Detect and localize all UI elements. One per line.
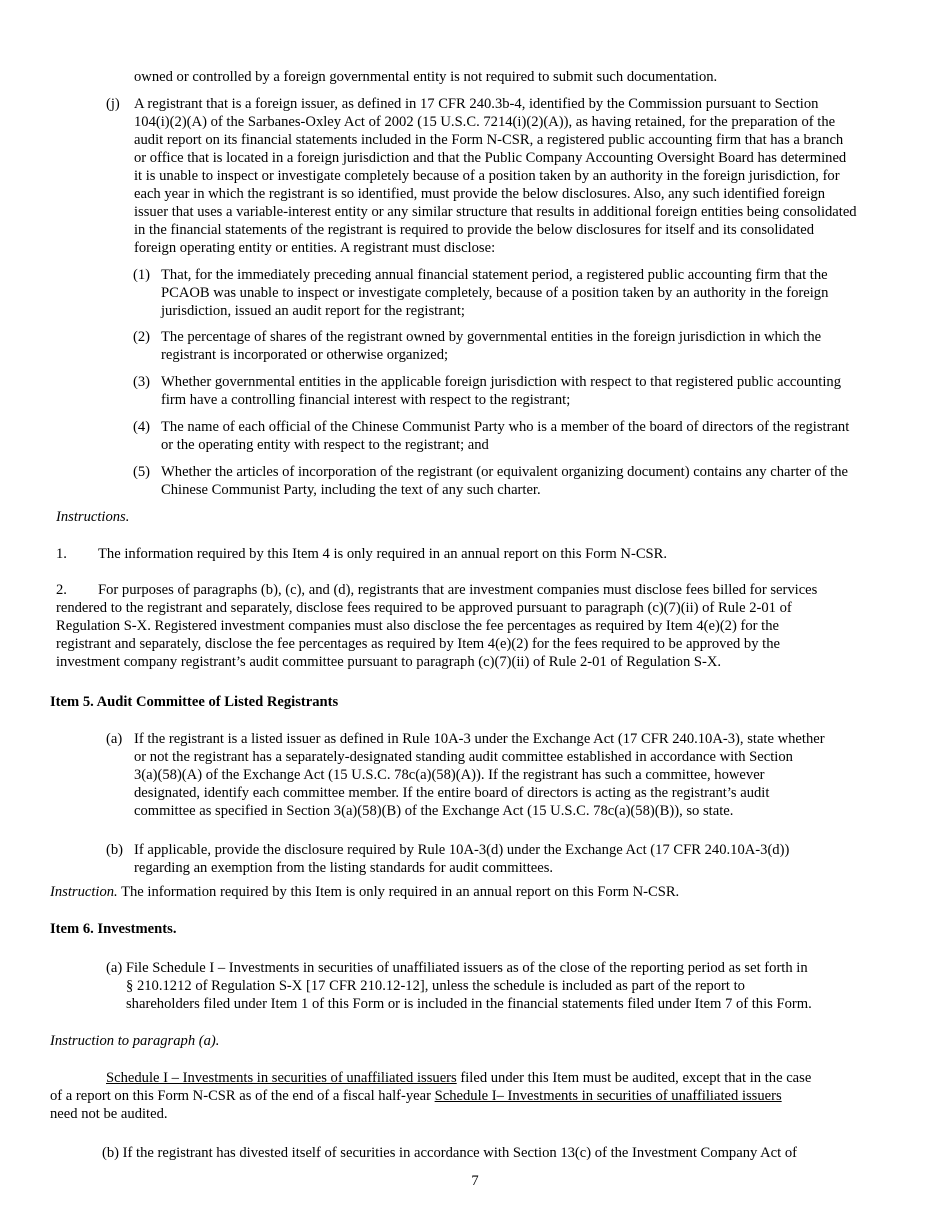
subitem-text	[161, 328, 821, 364]
item-6a-text	[126, 977, 812, 1013]
item-5a-marker: (a)	[106, 731, 123, 747]
subitem-marker: (4)	[133, 419, 151, 435]
item-j-text	[134, 95, 857, 257]
item-5b-marker: (b)	[106, 842, 124, 858]
instruction-2-first-line: For purposes of paragraphs (b), (c), and (d), registrants that are investment companies must disclose fees billed for services	[98, 582, 818, 598]
subitem-marker: (1)	[133, 267, 151, 283]
text-line: Chinese Communist Party, including the text of any such charter.	[161, 482, 541, 498]
subitem-text	[161, 266, 828, 320]
text-line: each year in which the registrant is so identified, must provide the below disclosures. Also, any such identified foreign	[134, 186, 826, 202]
item-6-instruction-heading: Instruction to paragraph (a).	[50, 1033, 220, 1049]
text-line: rendered to the registrant and separately, disclose fees required to be approved pursuant to paragraph (c)(7)(ii) of Rule 2-01 of	[56, 600, 792, 616]
text-line: The name of each official of the Chinese Communist Party who is a member of the board of directors of the registrant	[161, 419, 850, 435]
text-line: in the financial statements of the registrant is required to provide the below disclosures for itself and its consolidated	[134, 222, 815, 238]
text-line: Regulation S-X. Registered investment companies must also disclose the fee percentages as required by Item 4(e)(2) for the	[56, 618, 779, 634]
text-line: foreign operating entity or entities. A registrant must disclose:	[134, 240, 496, 256]
text-line: regarding an exemption from the listing standards for audit committees.	[134, 860, 554, 876]
text-line: audit report on its financial statements included in the Form N-CSR, a registered public accounting firm that has a branch	[134, 132, 844, 148]
schedule-paragraph-line-2: of a report on this Form N-CSR as of the end of a fiscal half-year Schedule I– Investments in securities of unaffiliated issuers	[50, 1088, 782, 1104]
item-5-instruction: Instruction. The information required by this Item is only required in an annual report on this Form N-CSR.	[50, 884, 680, 900]
text-line: PCAOB was unable to inspect or investigate completely, because of a position taken by an authority in the foreign	[161, 285, 829, 301]
text-line: issuer that uses a variable-interest entity or any similar structure that results in additional foreign entities being consolidated	[134, 204, 857, 220]
subitem-text	[161, 418, 849, 454]
instruction-2-marker: 2.	[56, 582, 67, 598]
item-j-marker: (j)	[106, 96, 120, 112]
text-line: § 210.1212 of Regulation S-X [17 CFR 210.12-12], unless the schedule is included as part of the report to	[126, 978, 745, 994]
text-line: A registrant that is a foreign issuer, as defined in 17 CFR 240.3b-4, identified by the Commission pursuant to Section	[134, 96, 819, 112]
page-number: 7	[471, 1173, 479, 1189]
subitem-marker: (5)	[133, 464, 151, 480]
text-line: registrant is incorporated or otherwise organized;	[161, 347, 449, 363]
text-line: committee as specified in Section 3(a)(58)(B) of the Exchange Act (15 U.S.C. 78c(a)(58)(B)), so state.	[134, 803, 734, 819]
text-line: 3(a)(58)(A) of the Exchange Act (15 U.S.C. 78c(a)(58)(A)). If the registrant has such a committee, however	[134, 767, 765, 783]
instruction-1-text: The information required by this Item 4 is only required in an annual report on this Form N-CSR.	[98, 546, 668, 562]
text-line: or office that is located in a foreign jurisdiction and that the Public Company Accounting Oversight Board has determined	[134, 150, 847, 166]
continuation-line: owned or controlled by a foreign governmental entity is not required to submit such documentation.	[134, 69, 718, 85]
text-line: Whether governmental entities in the applicable foreign jurisdiction with respect to that registered public accounting	[161, 374, 842, 390]
text-line: designated, identify each committee member. If the entire board of directors is acting as the registrant’s audit	[134, 785, 770, 801]
text-line: 104(i)(2)(A) of the Sarbanes-Oxley Act of 2002 (15 U.S.C. 7214(i)(2)(A)), as having retained, for the preparation of the	[134, 114, 836, 130]
text-line: it is unable to inspect or investigate completely because of a position taken by an authority in the foreign jurisdiction, for	[134, 168, 840, 184]
text-line: firm have a controlling financial interest with respect to the registrant;	[161, 392, 571, 408]
instructions-heading: Instructions.	[56, 509, 130, 525]
text-line: or the operating entity with respect to the registrant; and	[161, 437, 489, 453]
subitem-marker: (3)	[133, 374, 151, 390]
text-line: That, for the immediately preceding annual financial statement period, a registered public accounting firm that the	[161, 267, 828, 283]
text-line: The percentage of shares of the registrant owned by governmental entities in the foreign jurisdiction in which the	[161, 329, 822, 345]
item-6a-first-line: (a) File Schedule I – Investments in securities of unaffiliated issuers as of the close of the reporting period as set forth in	[106, 960, 808, 976]
item-5a-text	[134, 730, 825, 820]
instruction-1-marker: 1.	[56, 546, 67, 562]
text-line: jurisdiction, issued an audit report for the registrant;	[161, 303, 465, 319]
text-line: or not the registrant has a separately-designated standing audit committee established in accordance with Section	[134, 749, 793, 765]
subitem-text	[161, 463, 848, 499]
schedule-paragraph-line-3: need not be audited.	[50, 1106, 168, 1122]
text-line: registrant and separately, disclose the fee percentages as required by Item 4(e)(2) for the fees required to be approved by the	[56, 636, 780, 652]
item-5b-text	[134, 841, 789, 877]
text-line: investment company registrant’s audit committee pursuant to paragraph (c)(7)(ii) of Rule 2-01 of Regulation S-X.	[56, 654, 722, 670]
schedule-paragraph-line-1: Schedule I – Investments in securities of unaffiliated issuers filed under this Item must be audited, except that in the case	[106, 1070, 812, 1086]
item-6b-text: (b) If the registrant has divested itself of securities in accordance with Section 13(c) of the Investment Company Act of	[102, 1145, 798, 1161]
instruction-2-text	[56, 599, 792, 671]
item-6-heading: Item 6. Investments.	[50, 921, 177, 937]
text-line: If the registrant is a listed issuer as defined in Rule 10A-3 under the Exchange Act (17 CFR 240.10A-3), state whether	[134, 731, 825, 747]
subitem-marker: (2)	[133, 329, 151, 345]
subitem-text	[161, 373, 841, 409]
text-line: If applicable, provide the disclosure required by Rule 10A-3(d) under the Exchange Act (17 CFR 240.10A-3(d))	[134, 842, 790, 858]
text-line: shareholders filed under Item 1 of this Form or is included in the financial statements filed under Item 7 of this Form.	[126, 996, 812, 1012]
text-line: Whether the articles of incorporation of the registrant (or equivalent organizing document) contains any charter of the	[161, 464, 848, 480]
item-5-heading: Item 5. Audit Committee of Listed Registrants	[50, 694, 339, 710]
